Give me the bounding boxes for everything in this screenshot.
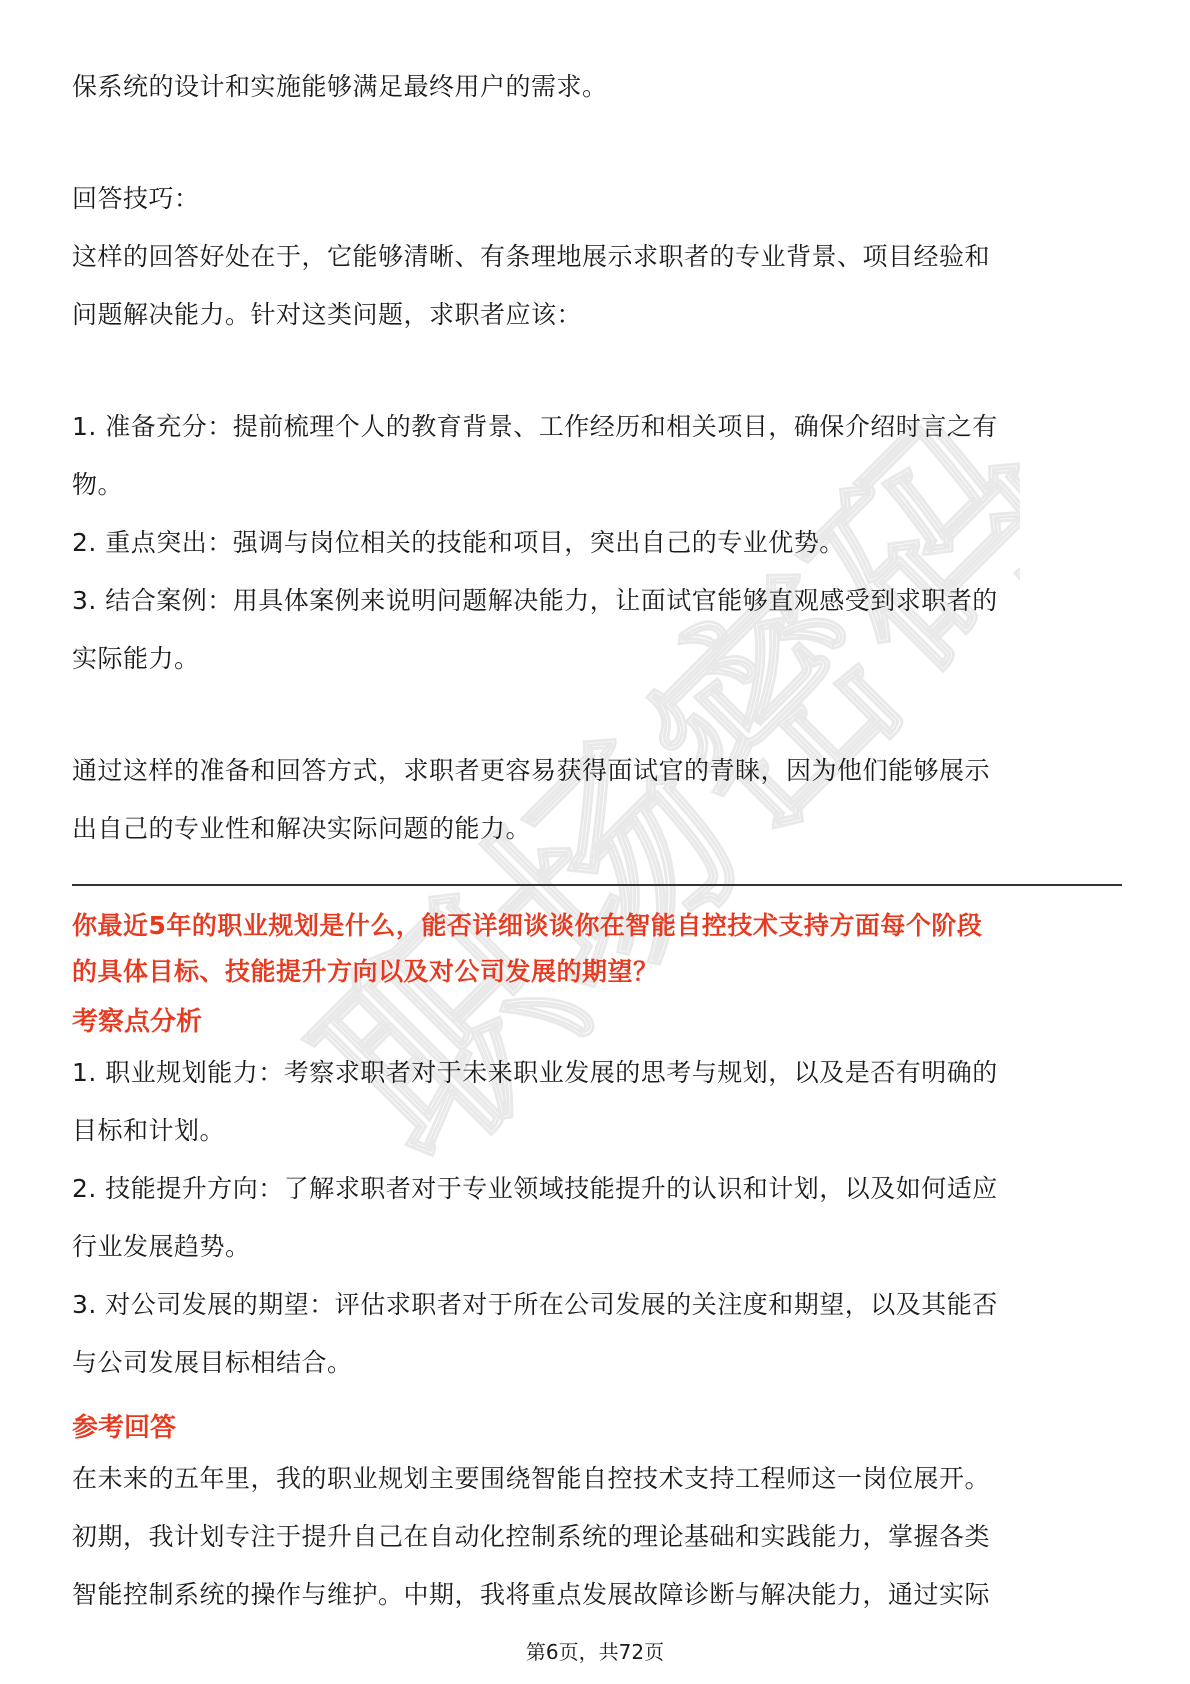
watermark-text: 职场密码	[276, 420, 1020, 1209]
tips-item-3: 3. 结合案例：用具体案例来说明问题解决能力，让面试官能够直观感受到求职者的	[72, 586, 998, 615]
analysis-heading: 考察点分析	[72, 1007, 203, 1037]
conclusion-line: 出自己的专业性和解决实际问题的能力。	[72, 814, 532, 843]
tips-item-1: 1. 准备充分：提前梳理个人的教育背景、工作经历和相关项目，确保介绍时言之有	[72, 412, 998, 441]
analysis-item-2-cont: 行业发展趋势。	[72, 1232, 251, 1261]
reference-line: 初期，我计划专注于提升自己在自动化控制系统的理论基础和实践能力，掌握各类	[72, 1522, 991, 1551]
analysis-item-3-cont: 与公司发展目标相结合。	[72, 1348, 353, 1377]
section-divider	[72, 884, 1122, 886]
tips-text-line: 这样的回答好处在于，它能够清晰、有条理地展示求职者的专业背景、项目经验和	[72, 242, 991, 271]
paragraph-continuation: 保系统的设计和实施能够满足最终用户的需求。	[72, 72, 608, 101]
conclusion-line: 通过这样的准备和回答方式，求职者更容易获得面试官的青睐，因为他们能够展示	[72, 756, 991, 785]
tips-text-line: 问题解决能力。针对这类问题，求职者应该：	[72, 300, 583, 329]
tips-item-3-cont: 实际能力。	[72, 644, 200, 673]
reference-heading: 参考回答	[72, 1413, 177, 1443]
analysis-item-3: 3. 对公司发展的期望：评估求职者对于所在公司发展的关注度和期望，以及其能否	[72, 1290, 998, 1319]
page-content	[72, 58, 1122, 1624]
analysis-item-2: 2. 技能提升方向：了解求职者对于专业领域技能提升的认识和计划，以及如何适应	[72, 1174, 998, 1203]
reference-line: 在未来的五年里，我的职业规划主要围绕智能自控技术支持工程师这一岗位展开。	[72, 1464, 991, 1493]
spacer	[72, 116, 1122, 170]
question-line: 你最近5年的职业规划是什么，能否详细谈谈你在智能自控技术支持方面每个阶段	[72, 911, 983, 940]
analysis-item-1: 1. 职业规划能力：考察求职者对于未来职业发展的思考与规划，以及是否有明确的	[72, 1058, 998, 1087]
reference-line: 智能控制系统的操作与维护。中期，我将重点发展故障诊断与解决能力，通过实际	[72, 1580, 991, 1609]
spacer	[72, 344, 1122, 398]
question-title	[72, 908, 1122, 990]
tips-item-2: 2. 重点突出：强调与岗位相关的技能和项目，突出自己的专业优势。	[72, 528, 845, 557]
page-number: 第6页，共72页	[525, 1640, 665, 1664]
tips-label: 回答技巧：	[72, 184, 200, 213]
tips-item-1-cont: 物。	[72, 470, 124, 499]
question-line: 的具体目标、技能提升方向以及对公司发展的期望？	[72, 957, 659, 986]
spacer	[72, 688, 1122, 742]
analysis-item-1-cont: 目标和计划。	[72, 1116, 226, 1145]
